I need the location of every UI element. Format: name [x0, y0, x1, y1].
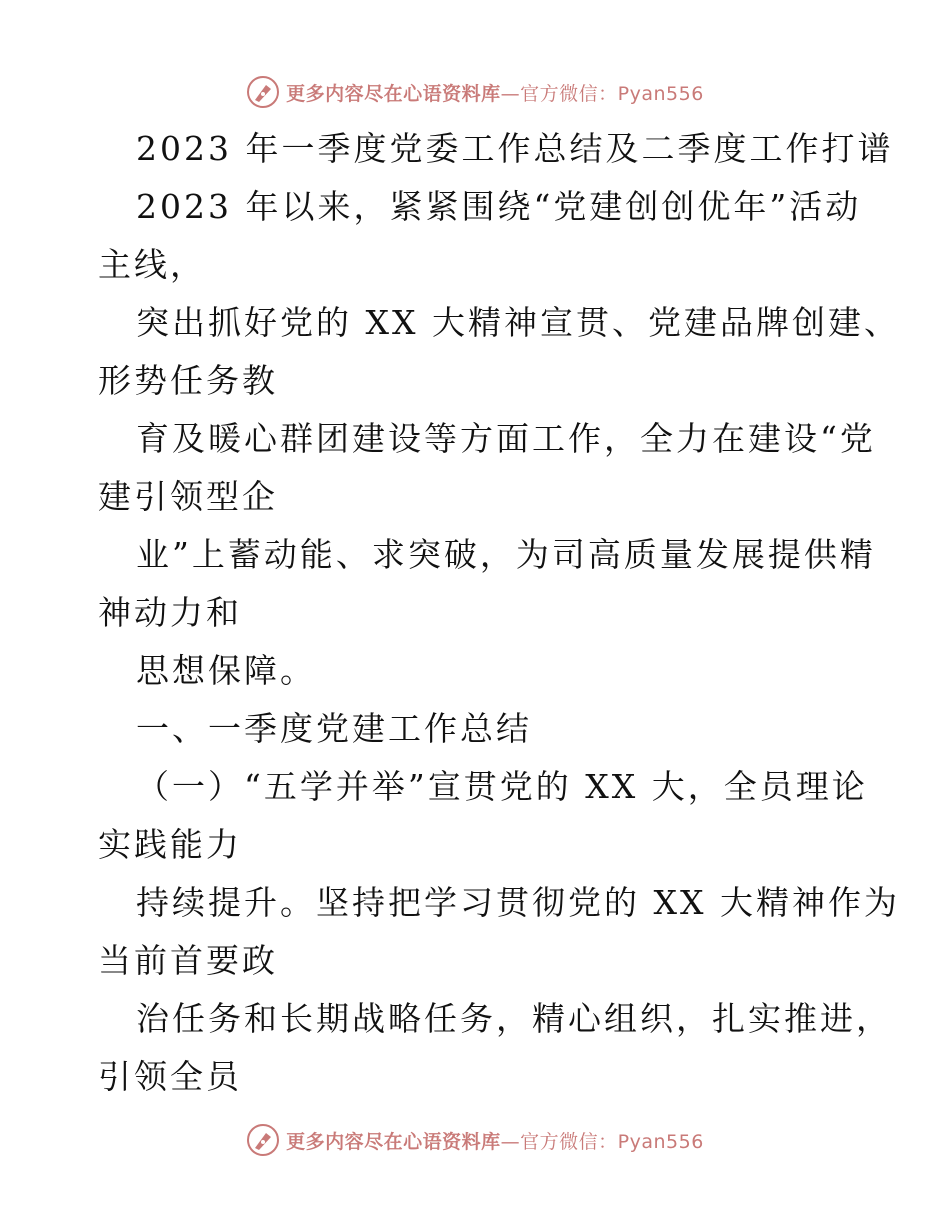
watermark-secondary-text: —官方微信：Pyan556 [500, 82, 704, 105]
paragraph-line: 思想保障。 [136, 651, 316, 690]
paragraph-line: 神动力和 [98, 593, 242, 632]
paragraph-line: 形势任务教 [98, 361, 278, 400]
paragraph-line: 持续提升。坚持把学习贯彻党的 XX 大精神作为 [136, 883, 900, 922]
paragraph-line: 业”上蓄动能、求突破，为司高质量发展提供精 [136, 535, 876, 574]
paragraph-line: 当前首要政 [98, 941, 278, 980]
pen-nib-logo-icon [246, 1123, 280, 1157]
paragraph-line: 主线， [98, 245, 206, 284]
watermark-primary-text: 更多内容尽在心语资料库 [286, 82, 501, 105]
paragraph-line: 治任务和长期战略任务，精心组织，扎实推进， [136, 999, 892, 1038]
paragraph-line: 实践能力 [98, 825, 242, 864]
footer-watermark [0, 1118, 950, 1162]
document-body [98, 120, 900, 1106]
header-watermark [0, 70, 950, 114]
paragraph-line: 建引领型企 [98, 477, 278, 516]
paragraph-line: 育及暖心群团建设等方面工作，全力在建设“党 [136, 419, 876, 458]
watermark-primary-text: 更多内容尽在心语资料库 [286, 1130, 501, 1153]
subsection-heading: （一）“五学并举”宣贯党的 XX 大，全员理论 [136, 767, 868, 806]
watermark-secondary-text: —官方微信：Pyan556 [500, 1130, 704, 1153]
pen-nib-logo-icon [246, 75, 280, 109]
paragraph-line: 突出抓好党的 XX 大精神宣贯、党建品牌创建、 [136, 303, 900, 342]
paragraph-line: 引领全员 [98, 1057, 242, 1096]
paragraph-line: 2023 年以来，紧紧围绕“党建创创优年”活动 [136, 187, 862, 226]
document-title: 2023 年一季度党委工作总结及二季度工作打谱 [136, 129, 894, 168]
section-heading: 一、一季度党建工作总结 [136, 709, 532, 748]
